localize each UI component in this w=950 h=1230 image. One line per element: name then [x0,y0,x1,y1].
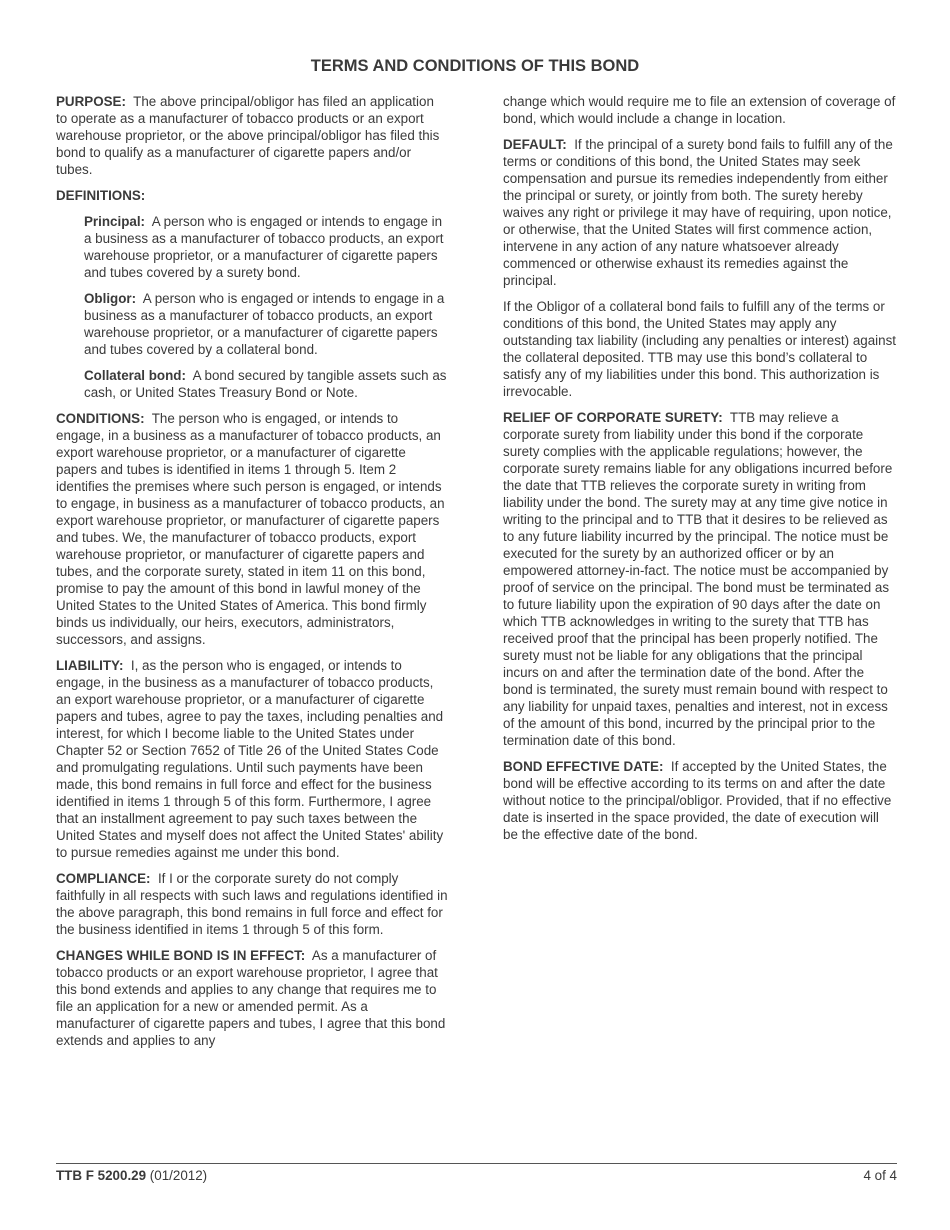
collateral-bond-definition [84,367,448,401]
obligor-text: A person who is engaged or intends to engage in a business as a manufacturer of tobacco products, an export warehouse proprietor, or a manufacturer of cigarette papers and tubes covered by a collateral bond. [84,291,445,357]
page-number: 4 of 4 [863,1168,897,1183]
purpose-heading: PURPOSE: [56,94,126,109]
compliance-section [56,870,448,938]
conditions-text: The person who is engaged, or intends to engage, in a business as a manufacturer of tobacco products, an export warehouse proprietor, or a manufacturer of cigarette papers and tubes is identified in items 1 through 5. Item 2 identifies the premises where such person is engaged, or intends to engage, in business as a manufacturer of tobacco products, an export warehouse proprietor, or manufacturer of cigarette papers and tubes. We, the manufacturer of tobacco products, export warehouse proprietor, or manufacturer of cigarette papers and tubes, and the corporate surety, stated in item 11 on this bond, promise to pay the amount of this bond in lawful money of the United States to the United States of America. This bond firmly binds us individually, our heirs, executors, administrators, successors, and assigns. [56,411,445,647]
conditions-heading: CONDITIONS: [56,411,145,426]
conditions-section [56,410,448,648]
changes-text: As a manufacturer of tobacco products or an export warehouse proprietor, I agree that this bond extends and applies to any change that requires me to file an application for a new or amended permit. As a manufacturer of cigarette papers and tubes, I agree that this bond extends and applies to any [56,948,446,1048]
right-column [503,93,897,852]
principal-definition [84,213,448,281]
liability-section [56,657,448,861]
default-heading: DEFAULT: [503,137,567,152]
changes-heading: CHANGES WHILE BOND IS IN EFFECT: [56,948,306,963]
collateral-bond-text: A bond secured by tangible assets such as cash, or United States Treasury Bond or Note. [84,368,447,400]
default-section [503,136,897,289]
obligor-definition [84,290,448,358]
relief-section [503,409,897,749]
obligor-heading: Obligor: [84,291,137,306]
purpose-text: The above principal/obligor has filed an application to operate as a manufacturer of tobacco products or an export warehouse proprietor, or the above principal/obligor has filed this bond to qualify as a manufacturer of cigarette papers and/or tubes. [56,94,440,177]
effective-date-section [503,758,897,843]
obligor-default-section: If the Obligor of a collateral bond fails to fulfill any of the terms or conditions of this bond, the United States may apply any outstanding tax liability (including any penalties or interest) against the collateral deposited. TTB may use this bond’s collateral to satisfy any of my liabilities under this bond. This authorization is irrevocable. [503,299,897,399]
liability-text: I, as the person who is engaged, or intends to engage, in the business as a manufacturer of tobacco products, an export warehouse proprietor, or a manufacturer of cigarette papers and tubes, agree to pay the taxes, including penalties and interest, for which I become liable to the United States under Chapter 52 or Section 7652 of Title 26 of the United States Code and promulgating regulations. Until such payments have been made, this bond remains in full force and effect for the business identified in items 1 through 5 of this form. Furthermore, I agree that an installment agreement to pay such taxes between the United States and myself does not affect the United States' ability to pursue remedies against me under this bond. [56,658,444,860]
compliance-heading: COMPLIANCE: [56,871,151,886]
compliance-text: If I or the corporate surety do not comply faithfully in all respects with such laws and regulations identified in the above paragraph, this bond remains in full force and effect for the business identified in items 1 through 5 of this form. [56,871,448,937]
principal-heading: Principal: [84,214,146,229]
effective-date-heading: BOND EFFECTIVE DATE: [503,759,664,774]
left-column [56,93,448,1058]
effective-date-text: If accepted by the United States, the bond will be effective according to its terms on and after the date without notice to the principal/obligor. Provided, that if no effective date is inserted in the space provided, the date of execution will be the effective date of the bond. [503,759,892,842]
relief-text: TTB may relieve a corporate surety from liability under this bond if the corporate surety complies with the applicable regulations; however, the corporate surety remains liable for any obligations incurred before the date that TTB relieves the corporate surety in writing from liability under the bond. The surety may at any time give notice in writing to the principal and to TTB that it desires to be relieved as to any future liability incurred by the principal. The notice must be executed for the surety by an authorized officer or by an empowered attorney-in-fact. The notice must be accompanied by proof of service on the principal. The bond must be terminated as to future liability upon the expiration of 90 days after the date on which TTB acknowledges in writing to the surety that TTB has received proof that the principal has been properly notified. The surety must not be liable for any obligations that the principal incurs on and after the termination date of the bond. After the bond is terminated, the surety must remain bound with respect to any liability for unpaid taxes, penalties and interest, not in excess of the amount of this bond, incurred by the principal prior to the termination date of this bond. [503,410,893,748]
liability-heading: LIABILITY: [56,658,124,673]
default-text: If the principal of a surety bond fails to fulfill any of the terms or conditions of this bond, the United States may seek compensation and pursue its remedies independently from either the principal or surety, or jointly from both. The surety hereby waives any right or privilege it may have of requiring, upon notice, or otherwise, that the United States will first commence action, intervene in any action of any nature whatsoever already commenced or otherwise exhaust its remedies against the principal. [503,137,893,288]
changes-continued: change which would require me to file an extension of coverage of bond, which would include a change in location. [503,94,896,126]
definitions-heading: DEFINITIONS: [56,188,146,203]
form-id: TTB F 5200.29 [56,1168,147,1183]
principal-text: A person who is engaged or intends to engage in a business as a manufacturer of tobacco products, an export warehouse proprietor, or a manufacturer of cigarette papers and tubes covered by a surety bond. [84,214,444,280]
page-title: TERMS AND CONDITIONS OF THIS BOND [310,57,640,75]
purpose-section [56,93,448,178]
relief-heading: RELIEF OF CORPORATE SURETY: [503,410,723,425]
footer-divider [56,1163,897,1164]
collateral-bond-heading: Collateral bond: [84,368,186,383]
form-date: (01/2012) [149,1168,208,1183]
footer-form-label [56,1168,207,1183]
changes-section [56,947,448,1049]
